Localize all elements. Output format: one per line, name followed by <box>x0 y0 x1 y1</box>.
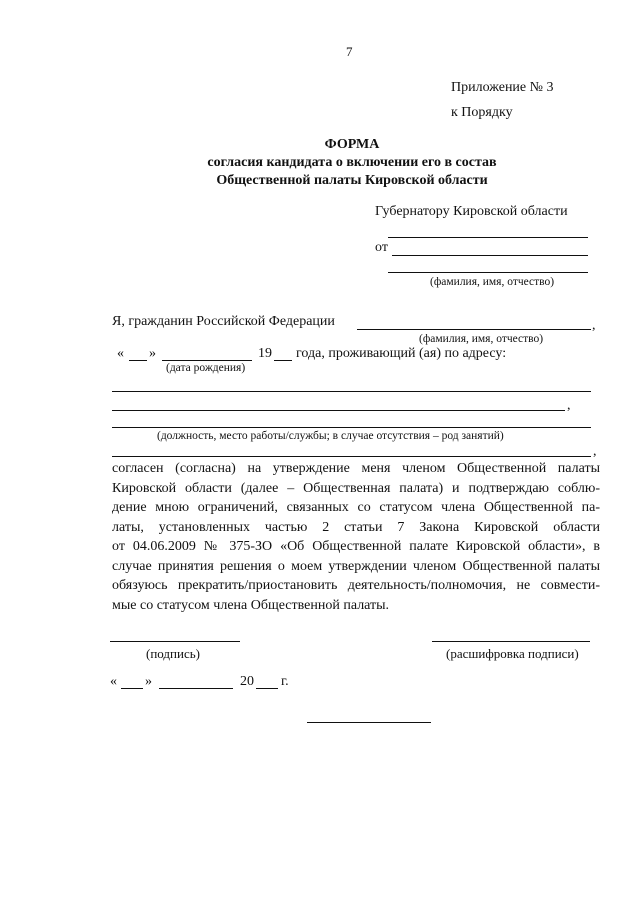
applicant-name-comma: , <box>592 318 596 333</box>
form-subtitle-line1: согласия кандидата о включении его в состав <box>207 155 497 170</box>
job-line-2[interactable] <box>112 456 591 457</box>
job-line-1[interactable] <box>112 427 591 428</box>
consent-line: латы, установленных частью 2 статьи 7 Закона Кировской области <box>112 519 600 535</box>
from-name-caption: (фамилия, имя, отчество) <box>430 276 555 288</box>
consent-line: от 04.06.2009 № 375-ЗО «Об Общественной палате Кировской области», в <box>112 539 600 554</box>
appendix-label: Приложение № 3 <box>451 80 554 95</box>
job-caption: (должность, место работы/службы; в случае отсутствия – род занятий) <box>157 430 504 442</box>
birth-date-caption: (дата рождения) <box>166 362 246 374</box>
birth-day-quote-close: » <box>149 346 156 361</box>
consent-line: мые со статусом члена Общественной палаты. <box>112 597 390 613</box>
closing-separator <box>307 722 431 723</box>
birth-day-quote-open: « <box>117 346 124 361</box>
form-title: ФОРМА <box>324 137 380 152</box>
consent-paragraph <box>112 459 600 615</box>
from-name-line[interactable] <box>392 255 588 256</box>
consent-line: случае принятия решения о моем утверждении членом Общественной палаты <box>112 558 600 574</box>
birth-day-line[interactable] <box>129 360 147 361</box>
from-name-line-2[interactable] <box>388 272 588 273</box>
birth-year-prefix: 19 <box>258 346 272 361</box>
signature-line[interactable] <box>110 641 240 642</box>
addressee-governor: Губернатору Кировской области <box>375 204 568 219</box>
birth-year-line[interactable] <box>274 360 292 361</box>
applicant-intro: Я, гражданин Российской Федерации <box>112 314 335 329</box>
date-year-prefix: 20 <box>240 674 254 689</box>
signature-decode-caption: (расшифровка подписи) <box>446 646 579 661</box>
consent-line: Кировской области (далее – Общественная палата) и подтверждаю соблю- <box>112 480 600 496</box>
date-quote-open: « <box>110 674 117 689</box>
page-number: 7 <box>346 44 353 59</box>
addressee-blank-line[interactable] <box>388 237 588 238</box>
from-label: от <box>375 240 388 255</box>
address-line-1[interactable] <box>112 391 591 392</box>
date-day-line[interactable] <box>121 688 143 689</box>
address-label: года, проживающий (ая) по адресу: <box>296 346 507 361</box>
birth-month-line[interactable] <box>162 360 252 361</box>
date-month-line[interactable] <box>159 688 233 689</box>
appendix-order-ref: к Порядку <box>451 105 513 120</box>
form-subtitle-line2: Общественной палаты Кировской области <box>216 173 488 188</box>
signature-decode-line[interactable] <box>432 641 590 642</box>
applicant-name-line[interactable] <box>357 329 591 330</box>
consent-line: согласен (согласна) на утверждение меня членом Общественной палаты <box>112 461 600 476</box>
date-year-suffix: г. <box>281 674 289 689</box>
date-quote-close: » <box>145 674 152 689</box>
job-comma: , <box>593 444 597 459</box>
applicant-name-caption: (фамилия, имя, отчество) <box>419 333 544 345</box>
consent-line: дение мною ограничений, связанных со статусом члена Общественной па- <box>112 500 600 515</box>
date-year-line[interactable] <box>256 688 278 689</box>
signature-caption: (подпись) <box>146 646 200 661</box>
address-line-2[interactable] <box>112 410 565 411</box>
address-comma: , <box>567 398 571 413</box>
consent-line: обязуюсь прекратить/приостановить деятельность/полномочия, не совмести- <box>112 578 600 593</box>
